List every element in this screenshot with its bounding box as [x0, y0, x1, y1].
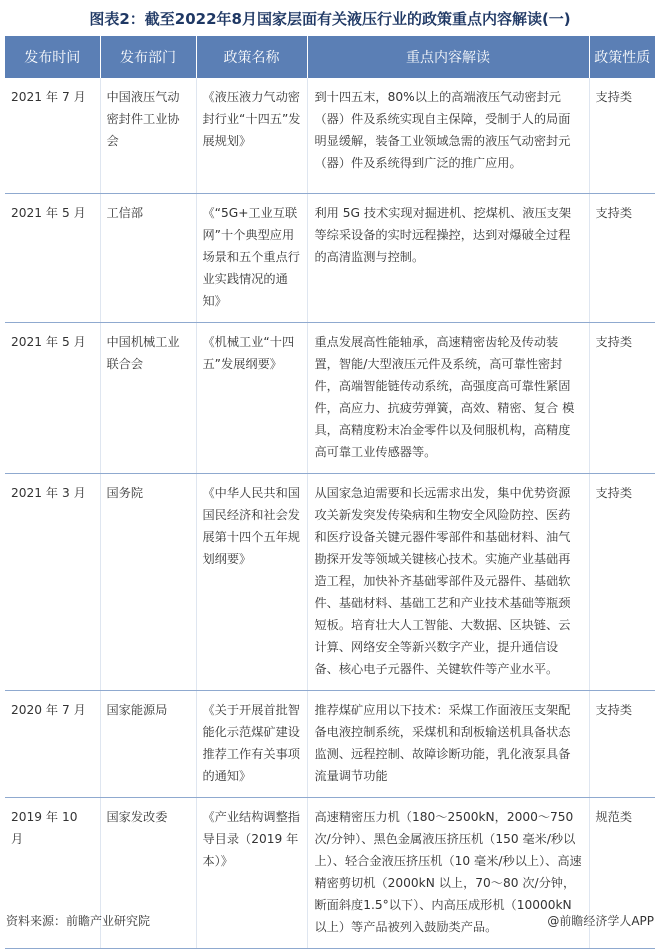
cell-content: 重点发展高性能轴承，高速精密齿轮及传动装置，智能/大型液压元件及系统，高可靠性密封件，高端智能链传动系统，高强度高可靠性紧固件，高应力、抗疲劳弹簧，高效、精密、复合 模具，高精度粉末冶金零件以及伺服机构，高精度高可靠工业传感器等。 [307, 322, 589, 473]
cell-date: 2020 年 7 月 [5, 690, 100, 797]
cell-nature: 规范类 [589, 797, 655, 948]
cell-date: 2019 年 10 月 [5, 797, 100, 948]
cell-nature: 支持类 [589, 322, 655, 473]
cell-content: 推荐煤矿应用以下技术：采煤工作面液压支架配备电液控制系统，采煤机和刮板输送机具备状态监测、远程控制、故障诊断功能，乳化液泵具备流量调节功能 [307, 690, 589, 797]
cell-dept: 中国液压气动密封件工业协会 [100, 78, 196, 193]
cell-policy-name: 《“5G+工业互联网”十个典型应用场景和五个重点行业实践情况的通知》 [196, 193, 307, 322]
cell-dept: 国家发改委 [100, 797, 196, 948]
cell-policy-name: 《液压液力气动密封行业“十四五”发展规划》 [196, 78, 307, 193]
cell-nature: 支持类 [589, 193, 655, 322]
cell-content: 从国家急迫需要和长远需求出发，集中优势资源攻关新发突发传染病和生物安全风险防控、医药和医疗设备关键元器件零部件和基础材料、油气勘探开发等领域关键核心技术。实施产业基础再造工程，加快补齐基础零部件及元器件、基础软件、基础材料、基础工艺和产业技术基础等瓶颈短板。培育壮大人工智能、大数据、区块链、云计算、网络安全等新兴数字产业，提升通信设备、核心电子元器件、关键软件等产业水平。 [307, 473, 589, 690]
cell-nature: 支持类 [589, 690, 655, 797]
cell-dept: 国务院 [100, 473, 196, 690]
brand-label: @前瞻经济学人APP [547, 914, 654, 928]
source-note: 资料来源：前瞻产业研究院 [6, 914, 151, 928]
footer [6, 912, 654, 929]
column-header-dept: 发布部门 [100, 36, 196, 78]
cell-policy-name: 《产业结构调整指导目录（2019 年本）》 [196, 797, 307, 948]
column-header-name: 政策名称 [196, 36, 307, 78]
table-row [5, 193, 655, 322]
cell-date: 2021 年 3 月 [5, 473, 100, 690]
cell-nature: 支持类 [589, 473, 655, 690]
table-row [5, 78, 655, 193]
cell-content: 高速精密压力机（180～2500kN，2000～750 次/分钟）、黑色金属液压挤压机（150 毫米/秒以上）、轻合金液压挤压机（10 毫米/秒以上）、高速精密剪切机（2000kN 以上，70～80 次/分钟，断面斜度1.5°以下）、内高压成形机（10000kN 以上）等产品被列入鼓励类产品。 [307, 797, 589, 948]
table-header-row [5, 36, 655, 78]
cell-date: 2021 年 5 月 [5, 193, 100, 322]
table-row [5, 322, 655, 473]
cell-policy-name: 《机械工业“十四五”发展纲要》 [196, 322, 307, 473]
cell-date: 2021 年 7 月 [5, 78, 100, 193]
column-header-date: 发布时间 [5, 36, 100, 78]
brand-credit [547, 912, 654, 929]
cell-dept: 工信部 [100, 193, 196, 322]
cell-policy-name: 《关于开展首批智能化示范煤矿建设推荐工作有关事项的通知》 [196, 690, 307, 797]
cell-content: 利用 5G 技术实现对掘进机、挖煤机、液压支架等综采设备的实时远程操控，达到对爆破全过程的高清监测与控制。 [307, 193, 589, 322]
cell-nature: 支持类 [589, 78, 655, 193]
column-header-content: 重点内容解读 [307, 36, 589, 78]
cell-date: 2021 年 5 月 [5, 322, 100, 473]
table-row [5, 690, 655, 797]
policy-table [5, 36, 655, 949]
cell-content: 到十四五末，80%以上的高端液压气动密封元（器）件及系统实现自主保障，受制于人的局面明显缓解，装备工业领域急需的液压气动密封元（器）件及系统得到广泛的推广应用。 [307, 78, 589, 193]
cell-dept: 中国机械工业联合会 [100, 322, 196, 473]
table-row [5, 473, 655, 690]
page-title: 图表2：截至2022年8月国家层面有关液压行业的政策重点内容解读(一) [89, 9, 571, 28]
column-header-nature: 政策性质 [589, 36, 655, 78]
cell-dept: 国家能源局 [100, 690, 196, 797]
cell-policy-name: 《中华人民共和国国民经济和社会发展第十四个五年规划纲要》 [196, 473, 307, 690]
